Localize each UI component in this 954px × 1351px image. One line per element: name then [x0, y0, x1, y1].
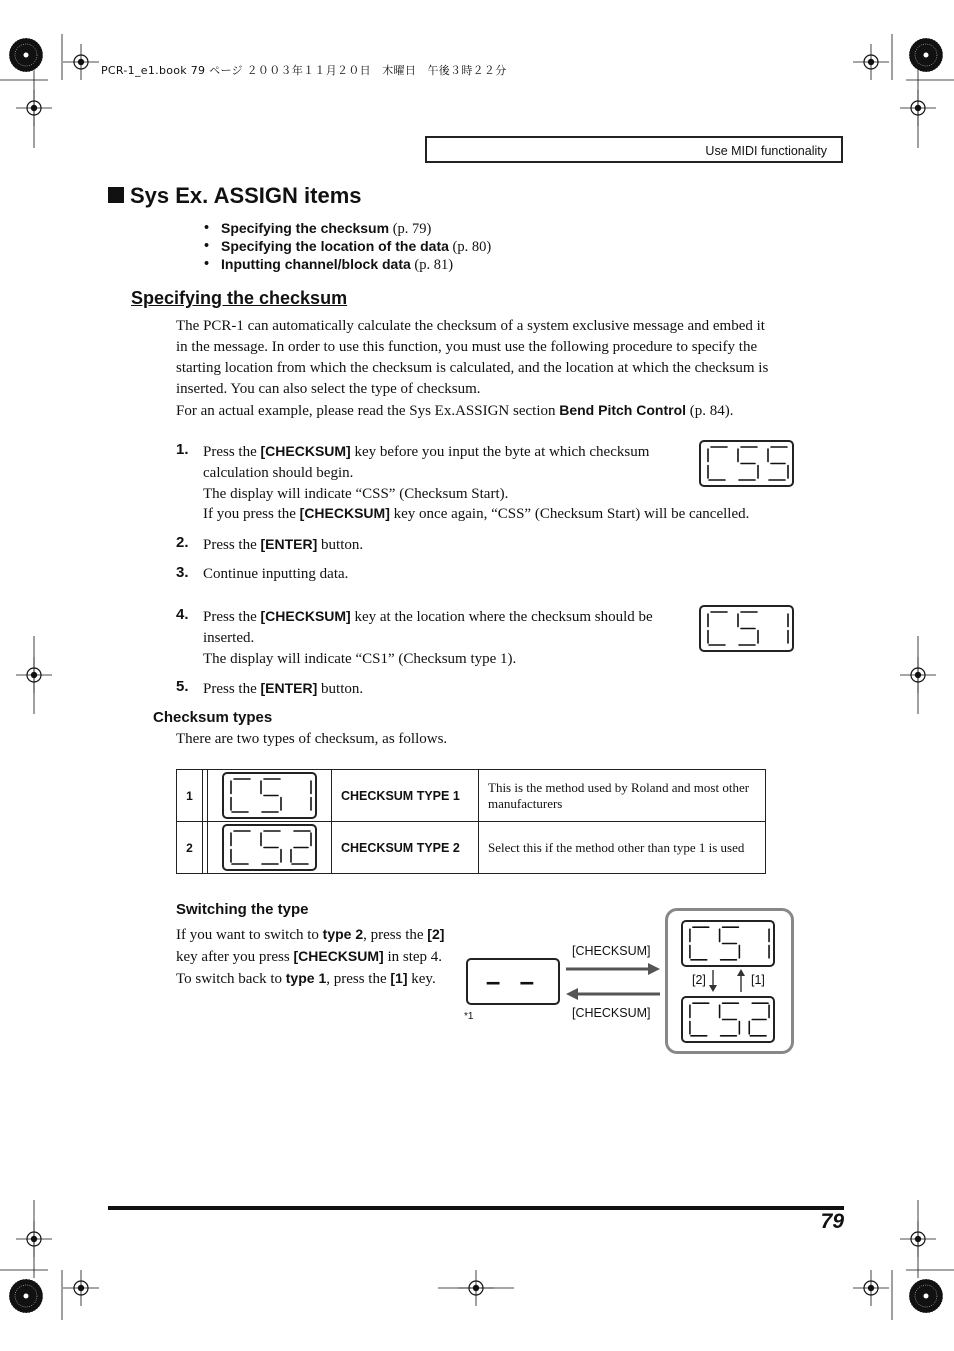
lcd-segments [701, 442, 792, 485]
lcd-display-cs2 [222, 824, 317, 871]
lcd-digit [291, 831, 311, 864]
file-info: PCR-1_e1.book 79 ページ ２００３年１１月２０日 木曜日 午後３時２２分 [101, 64, 507, 77]
step-number: 4. [176, 606, 189, 623]
running-header [425, 136, 843, 163]
lcd-digit [738, 447, 758, 480]
lcd-digit [738, 612, 758, 645]
footnote-marker: *1 [464, 1011, 474, 1022]
arrow-top-label: [CHECKSUM] [572, 944, 651, 958]
table-row [177, 770, 766, 822]
lcd-digit [231, 831, 250, 864]
lcd-display-cs2 [681, 996, 775, 1043]
step-number: 3. [176, 564, 189, 581]
checksum-types-heading: Checksum types [153, 709, 273, 726]
row-type-name: CHECKSUM TYPE 1 [332, 770, 479, 822]
lcd-display-cs1 [681, 920, 775, 967]
section-title: Sys Ex. ASSIGN items [108, 183, 362, 209]
lcd-segments [224, 826, 315, 869]
switch-arrows [705, 968, 745, 994]
step-2-text: Press the [ENTER] button. [203, 536, 364, 553]
row-display [208, 770, 332, 822]
square-bullet-icon [108, 187, 124, 203]
subsection-title: Specifying the checksum [131, 288, 348, 308]
list-item[interactable]: • Specifying the location of the data (p. 80) [200, 237, 491, 255]
lcd-segments [683, 922, 773, 965]
lcd-segments [701, 607, 792, 650]
example-reference: For an actual example, please read the Sys Ex.ASSIGN section Bend Pitch Control (p. 84). [176, 402, 734, 419]
switching-text: If you want to switch to type 2, press the [2] key after you press [CHECKSUM] in step 4. To switch back to type 1, press the [1] key. [176, 926, 445, 987]
down-arrow-icon [709, 985, 717, 992]
step-4-text: Press the [CHECKSUM] key at the location where the checksum should be inserted. The display will indicate “CS1” (Checksum type 1). [203, 608, 653, 667]
footer-rule [108, 1206, 844, 1210]
step-3-text: Continue inputting data. [203, 566, 349, 582]
left-arrow-icon [566, 988, 578, 1000]
key-2-label: [2] [692, 973, 706, 987]
table-row [177, 822, 766, 874]
lcd-display-cs1 [222, 772, 317, 819]
checksum-types-intro: There are two types of checksum, as follows. [176, 731, 448, 747]
page-number: 79 [820, 1210, 844, 1233]
lcd-display-cs1 [699, 605, 794, 652]
checksum-types-table [176, 769, 766, 874]
lcd-digit [749, 1003, 769, 1036]
row-display [208, 822, 332, 874]
key-1-label: [1] [751, 973, 765, 987]
arrows [560, 955, 665, 1005]
row-number: 1 [177, 770, 203, 822]
lcd-digit [720, 927, 740, 960]
row-description: This is the method used by Roland and most other manufacturers [479, 770, 766, 822]
lcd-digit [708, 612, 727, 645]
lcd-digit [768, 447, 788, 480]
step-number: 2. [176, 534, 189, 551]
up-arrow-icon [737, 969, 745, 976]
row-type-name: CHECKSUM TYPE 2 [332, 822, 479, 874]
step-1-text: Press the [CHECKSUM] key before you input the byte at which checksum calculation should begin. The display will indicate “CSS” (Checksum Start). [203, 443, 650, 502]
lcd-display-css [699, 440, 794, 487]
step-number: 1. [176, 441, 189, 458]
lcd-digit [231, 779, 250, 812]
arrow-bottom-label: [CHECKSUM] [572, 1006, 651, 1020]
row-description: Select this if the method other than type 1 is used [479, 822, 766, 874]
lcd-segments [224, 774, 315, 817]
switching-heading: Switching the type [176, 901, 309, 918]
lcd-digit [261, 831, 281, 864]
lcd-digit [261, 779, 281, 812]
step-1-cancel-text: If you press the [CHECKSUM] key once again, “CSS” (Checksum Start) will be cancelled. [203, 505, 750, 522]
row-number: 2 [177, 822, 203, 874]
lcd-segments [683, 998, 773, 1041]
lcd-digit [690, 1003, 709, 1036]
lcd-dashes: – – [485, 966, 541, 996]
list-item[interactable]: • Specifying the checksum (p. 79) [200, 219, 491, 237]
right-arrow-icon [648, 963, 660, 975]
intro-paragraph: The PCR-1 can automatically calculate the checksum of a system exclusive message and embed it in the message. In order to use this function, you must use the following procedure to specify the starting location from which the checksum is calculated, and the location at which the checksum is inserted. You can also select the type of checksum. For an actual example, please read the Sys Ex.ASSIGN section Bend Pitch Control (p. 84). [176, 316, 776, 422]
lcd-digit [720, 1003, 740, 1036]
lcd-display-blank [466, 958, 560, 1005]
step-number: 5. [176, 678, 189, 695]
lcd-digit [690, 927, 709, 960]
list-item[interactable]: • Inputting channel/block data (p. 81) [200, 255, 491, 273]
link-list [200, 219, 491, 273]
lcd-digit [708, 447, 727, 480]
running-header-label: Use MIDI functionality [705, 144, 827, 158]
step-5-text: Press the [ENTER] button. [203, 680, 364, 697]
